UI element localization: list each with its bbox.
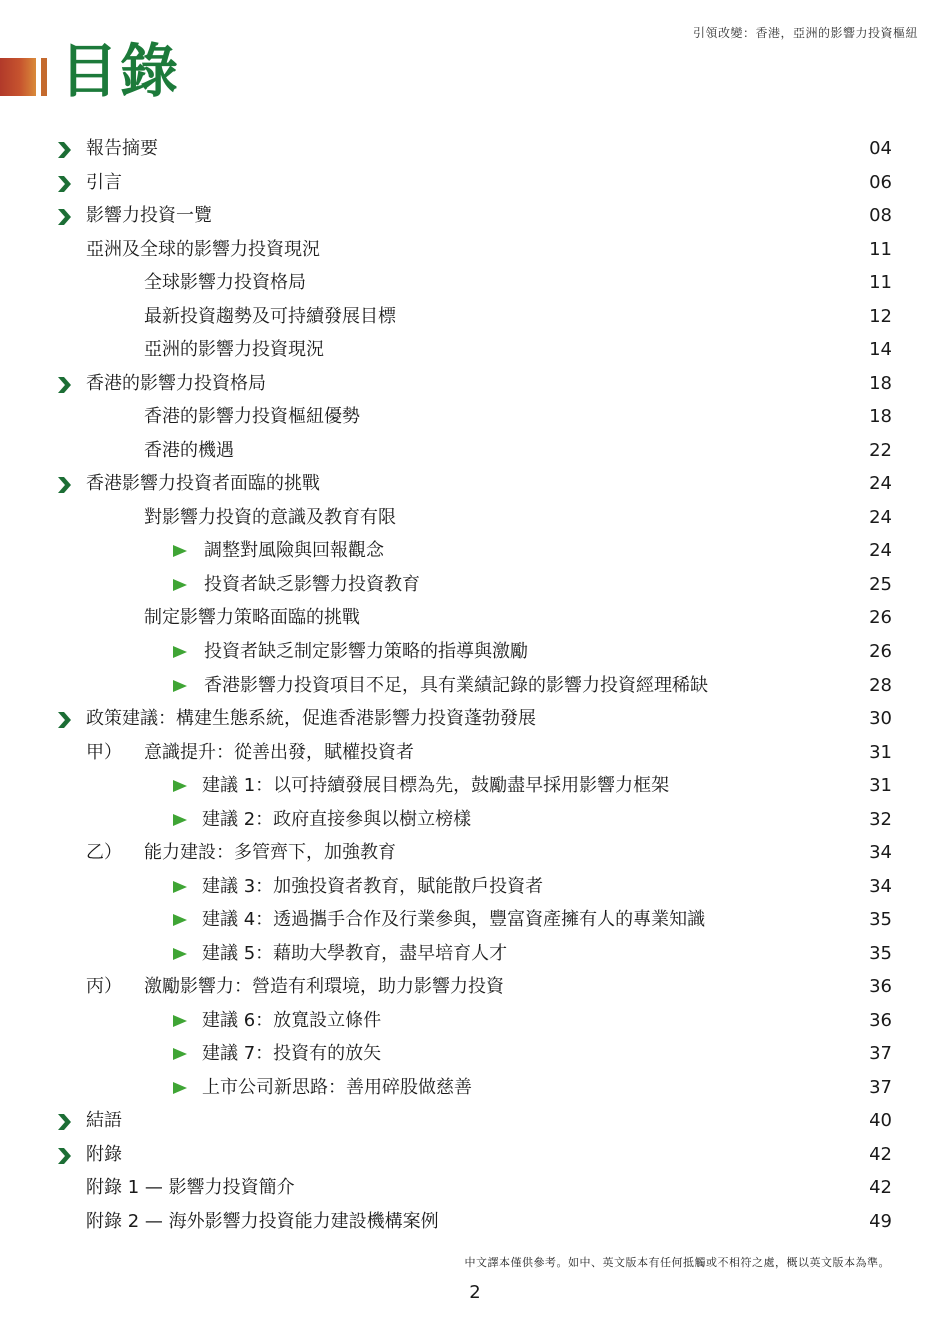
toc-entry-label: 香港的影響力投資格局 [86, 373, 266, 394]
toc-entry-label: 政策建議：構建生態系統，促進香港影響力投資蓬勃發展 [86, 708, 536, 729]
toc-entry-label: 引言 [86, 172, 122, 193]
triangle-bullet-icon [172, 813, 188, 827]
toc-entry[interactable] [0, 467, 950, 501]
toc-entry-label: 對影響力投資的意識及教育有限 [144, 507, 396, 528]
chevron-right-icon [55, 1147, 73, 1165]
toc-entry-page: 08 [869, 205, 892, 226]
toc-entry[interactable] [0, 937, 950, 971]
toc-entry-page: 35 [869, 909, 892, 930]
toc-entry-label: 建議 4：透過攜手合作及行業參與，豐富資產擁有人的專業知識 [202, 909, 706, 930]
toc-entry-label: 建議 7：投資有的放矢 [202, 1043, 382, 1064]
toc-entry-page: 18 [869, 406, 892, 427]
triangle-bullet-icon [172, 779, 188, 793]
toc-entry-label: 香港影響力投資項目不足，具有業績記錄的影響力投資經理稀缺 [204, 675, 708, 696]
toc-entry-page: 40 [869, 1110, 892, 1131]
toc-entry-page: 18 [869, 373, 892, 394]
toc-entry-label: 報告摘要 [86, 138, 158, 159]
toc-entry-label: 建議 5：藉助大學教育，盡早培育人才 [202, 943, 508, 964]
page-title: 目錄 [60, 37, 181, 105]
toc-entry-page: 31 [869, 775, 892, 796]
toc-entry[interactable] [0, 903, 950, 937]
toc-entry[interactable] [0, 601, 950, 635]
toc-entry-page: 22 [869, 440, 892, 461]
toc-entry-page: 32 [869, 809, 892, 830]
toc-entry-label: 影響力投資一覽 [86, 205, 212, 226]
toc-entry-label: 投資者缺乏制定影響力策略的指導與激勵 [204, 641, 528, 662]
page-number: 2 [469, 1282, 481, 1303]
triangle-bullet-icon [172, 1047, 188, 1061]
toc-entry[interactable] [0, 1071, 950, 1105]
chevron-right-icon [55, 711, 73, 729]
toc-entry[interactable] [0, 635, 950, 669]
title-accent-stripe [41, 58, 47, 96]
toc-entry-page: 37 [869, 1077, 892, 1098]
triangle-bullet-icon [172, 880, 188, 894]
running-header: 引領改變：香港，亞洲的影響力投資樞紐 [692, 26, 918, 40]
chevron-right-icon [55, 1113, 73, 1131]
toc-entry[interactable] [0, 568, 950, 602]
triangle-bullet-icon [172, 947, 188, 961]
toc-entry-label: 附錄 2 — 海外影響力投資能力建設機構案例 [86, 1211, 439, 1232]
toc-entry-page: 30 [869, 708, 892, 729]
chevron-right-icon [55, 141, 73, 159]
toc-entry-label: 建議 1：以可持續發展目標為先，鼓勵盡早採用影響力框架 [202, 775, 670, 796]
toc-entry-prefix: 乙） [86, 842, 122, 863]
toc-entry-prefix: 甲） [86, 742, 122, 763]
toc-entry-label: 上市公司新思路：善用碎股做慈善 [202, 1077, 472, 1098]
toc-entry-page: 42 [869, 1144, 892, 1165]
toc-entry-page: 14 [869, 339, 892, 360]
toc-entry-page: 24 [869, 507, 892, 528]
toc-entry-label: 最新投資趨勢及可持續發展目標 [144, 306, 396, 327]
toc-entry-label: 香港的機遇 [144, 440, 234, 461]
toc-entry-page: 35 [869, 943, 892, 964]
toc-entry[interactable] [0, 1171, 950, 1205]
toc-entry[interactable] [0, 1037, 950, 1071]
toc-entry-label: 調整對風險與回報觀念 [204, 540, 384, 561]
toc-entry-page: 25 [869, 574, 892, 595]
toc-entry[interactable] [0, 166, 950, 200]
toc-entry-page: 36 [869, 1010, 892, 1031]
toc-entry[interactable] [0, 702, 950, 736]
toc-entry-label: 亞洲的影響力投資現況 [144, 339, 324, 360]
toc-entry-label: 結語 [86, 1110, 122, 1131]
triangle-bullet-icon [172, 578, 188, 592]
translation-disclaimer: 中文譯本僅供參考。如中、英文版本有任何抵觸或不相符之處，概以英文版本為準。 [464, 1256, 890, 1269]
toc-entry-page: 26 [869, 641, 892, 662]
toc-entry-page: 34 [869, 876, 892, 897]
toc-entry-label: 附錄 1 — 影響力投資簡介 [86, 1177, 295, 1198]
toc-entry-page: 24 [869, 540, 892, 561]
toc-entry[interactable] [0, 367, 950, 401]
toc-entry-page: 31 [869, 742, 892, 763]
toc-entry-page: 26 [869, 607, 892, 628]
chevron-right-icon [55, 376, 73, 394]
toc-entry[interactable] [0, 199, 950, 233]
chevron-right-icon [55, 476, 73, 494]
triangle-bullet-icon [172, 645, 188, 659]
triangle-bullet-icon [172, 1081, 188, 1095]
toc-entry-label: 意識提升：從善出發，賦權投資者 [144, 742, 414, 763]
toc-entry-page: 24 [869, 473, 892, 494]
toc-entry-label: 建議 3：加強投資者教育，賦能散戶投資者 [202, 876, 544, 897]
toc-entry-page: 06 [869, 172, 892, 193]
triangle-bullet-icon [172, 544, 188, 558]
toc-entry[interactable] [0, 233, 950, 267]
toc-entry-page: 12 [869, 306, 892, 327]
triangle-bullet-icon [172, 1014, 188, 1028]
toc-entry[interactable] [0, 1205, 950, 1239]
toc-entry-label: 投資者缺乏影響力投資教育 [204, 574, 420, 595]
toc-entry[interactable] [0, 803, 950, 837]
toc-entry[interactable] [0, 870, 950, 904]
toc-entry[interactable] [0, 736, 950, 770]
toc-entry-label: 建議 2：政府直接參與以樹立榜樣 [202, 809, 472, 830]
toc-entry-label: 制定影響力策略面臨的挑戰 [144, 607, 360, 628]
toc-entry[interactable] [0, 300, 950, 334]
toc-entry-page: 36 [869, 976, 892, 997]
toc-entry[interactable] [0, 769, 950, 803]
toc-entry[interactable] [0, 534, 950, 568]
triangle-bullet-icon [172, 913, 188, 927]
toc-entry-label: 香港影響力投資者面臨的挑戰 [86, 473, 320, 494]
toc-entry-prefix: 丙） [86, 976, 122, 997]
toc-entry-page: 11 [869, 272, 892, 293]
toc-entry-page: 34 [869, 842, 892, 863]
triangle-bullet-icon [172, 679, 188, 693]
toc-entry-label: 建議 6：放寬設立條件 [202, 1010, 382, 1031]
toc-entry-label: 亞洲及全球的影響力投資現況 [86, 239, 320, 260]
toc-entry-page: 37 [869, 1043, 892, 1064]
chevron-right-icon [55, 208, 73, 226]
toc-entry-page: 42 [869, 1177, 892, 1198]
toc-entry-page: 28 [869, 675, 892, 696]
toc-entry[interactable] [0, 501, 950, 535]
toc-entry[interactable] [0, 1104, 950, 1138]
toc-entry[interactable] [0, 970, 950, 1004]
toc-entry[interactable] [0, 400, 950, 434]
toc-entry-label: 香港的影響力投資樞紐優勢 [144, 406, 360, 427]
toc-entry[interactable] [0, 1138, 950, 1172]
chevron-right-icon [55, 175, 73, 193]
toc-entry[interactable] [0, 669, 950, 703]
toc-entry[interactable] [0, 1004, 950, 1038]
toc-entry-page: 11 [869, 239, 892, 260]
toc-entry-label: 附錄 [86, 1144, 122, 1165]
toc-entry-label: 能力建設：多管齊下，加強教育 [144, 842, 396, 863]
toc-entry-label: 激勵影響力：營造有利環境，助力影響力投資 [144, 976, 504, 997]
toc-entry-page: 04 [869, 138, 892, 159]
toc-entry[interactable] [0, 266, 950, 300]
toc-entry[interactable] [0, 132, 950, 166]
toc-entry-label: 全球影響力投資格局 [144, 272, 306, 293]
toc-entry[interactable] [0, 836, 950, 870]
toc-entry[interactable] [0, 333, 950, 367]
title-accent-bar [0, 58, 36, 96]
toc-entry[interactable] [0, 434, 950, 468]
toc-entry-page: 49 [869, 1211, 892, 1232]
